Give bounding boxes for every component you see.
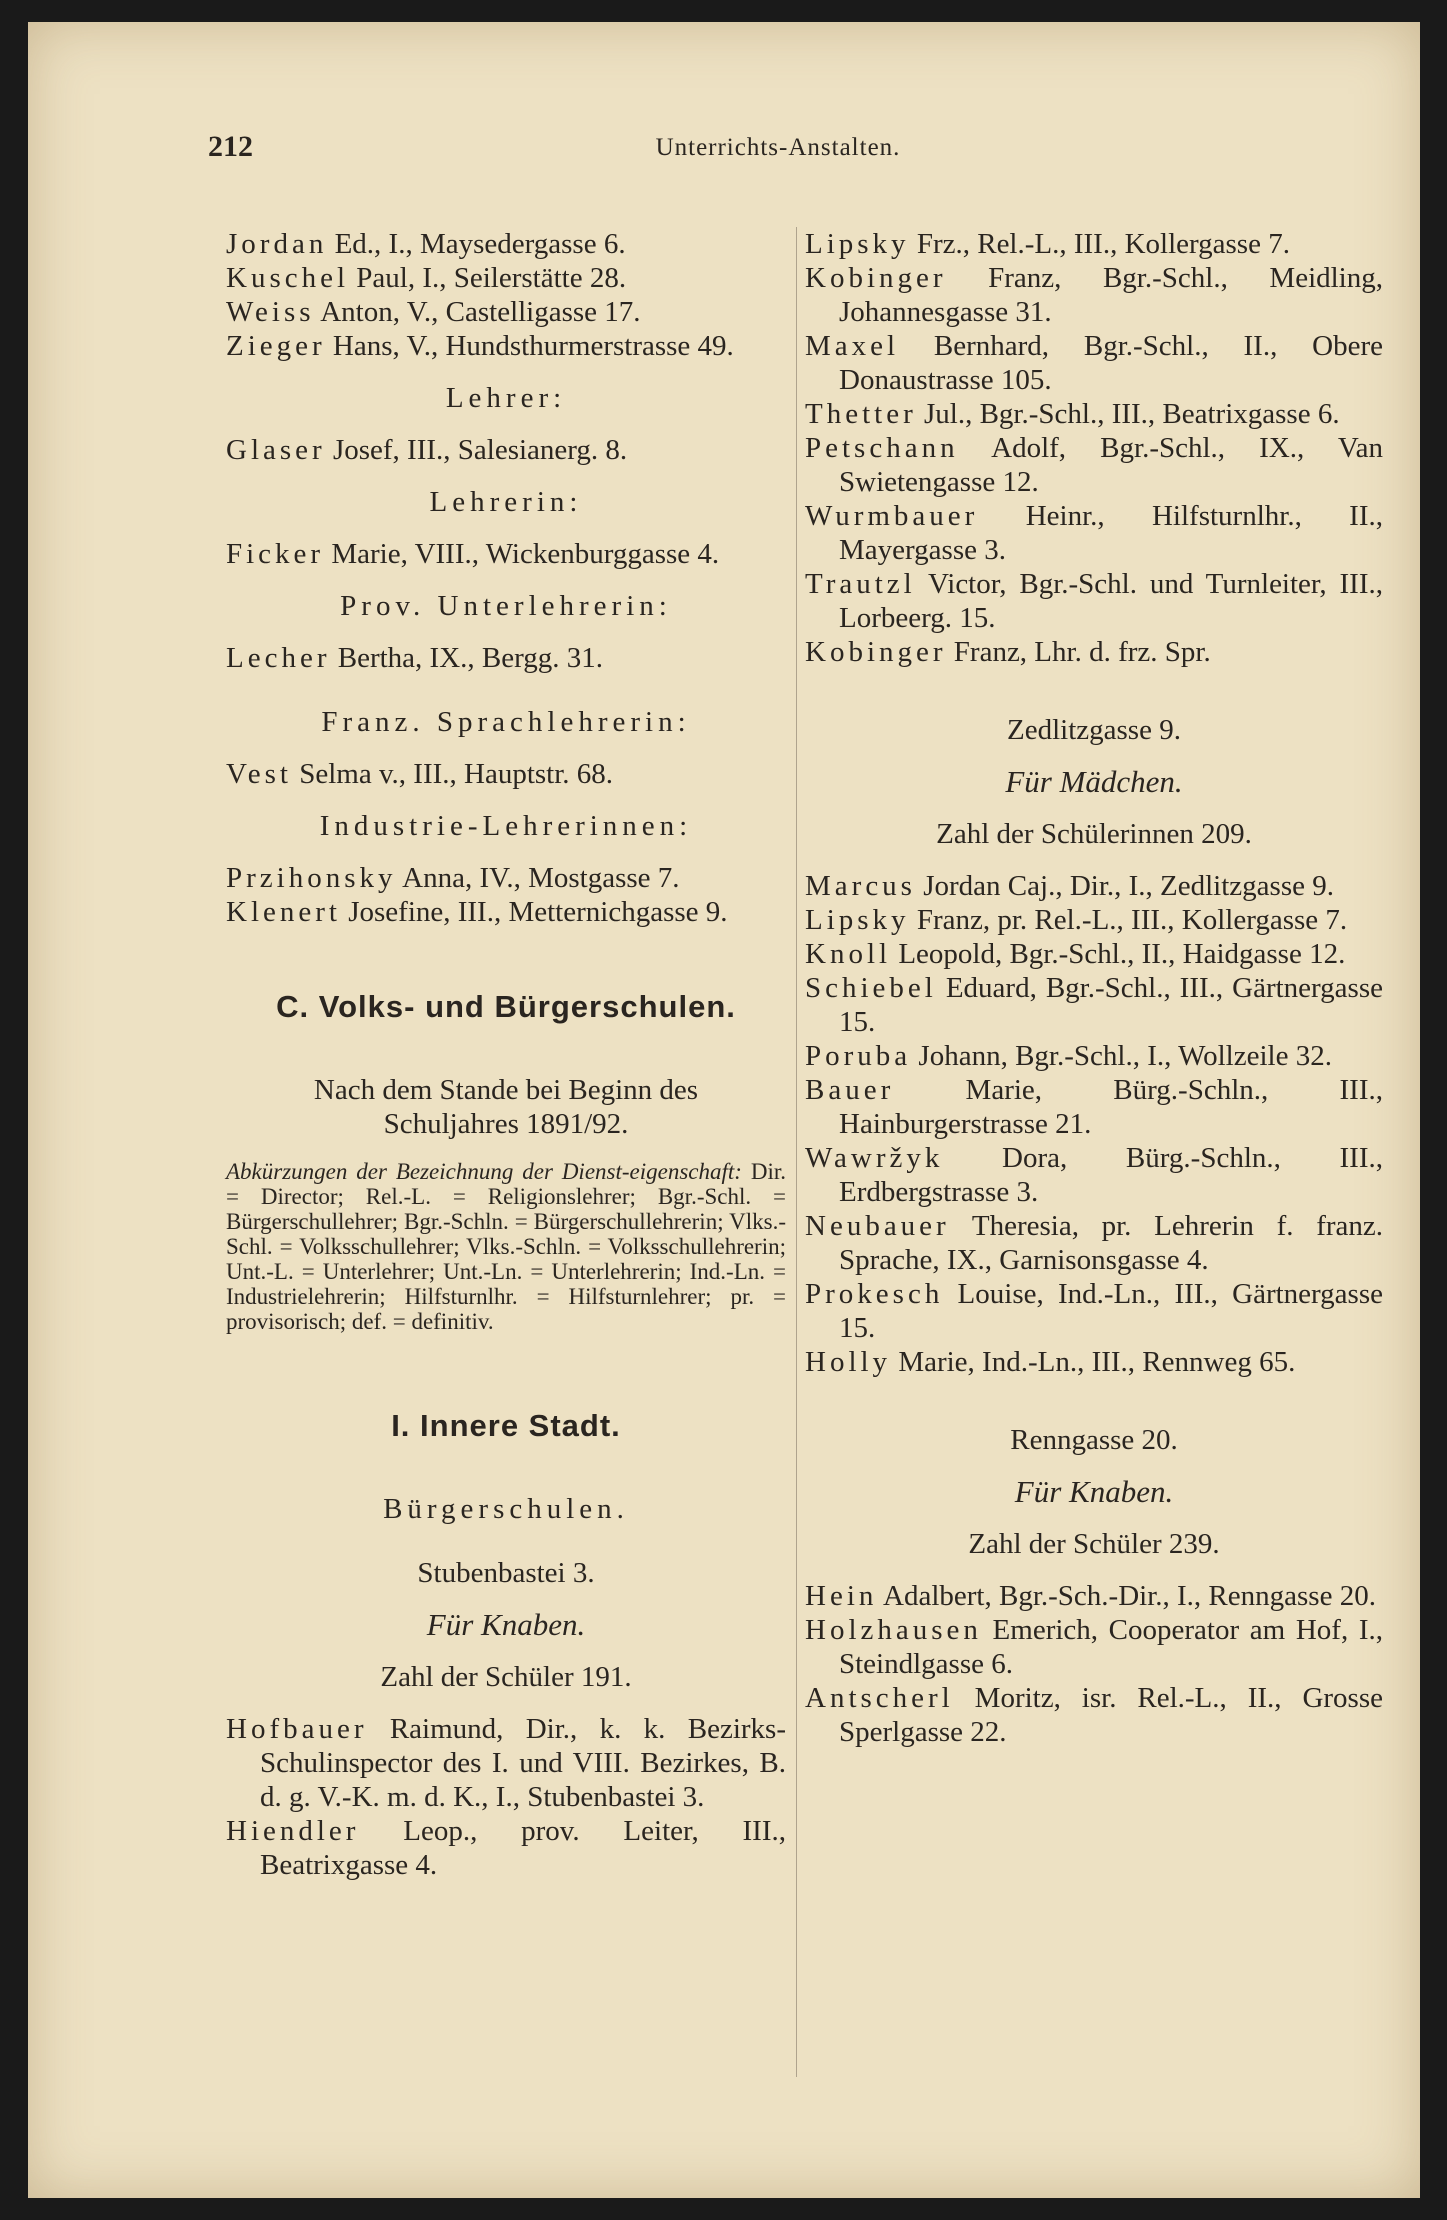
entry-text: Hans, V., Hundsthurmerstrasse 49. [325, 330, 734, 362]
school-type: Für Mädchen. [1005, 764, 1183, 799]
entry-name: Thetter [805, 398, 917, 430]
entry [805, 1039, 1383, 1073]
right-column [805, 227, 1383, 1749]
entry-text: Moritz, isr. Rel.-L., II., Grosse Sperlgasse 22. [839, 1682, 1383, 1748]
entry-text: Marie, Ind.-Ln., III., Rennweg 65. [891, 1346, 1296, 1378]
entry-name: Jordan [226, 228, 328, 260]
entry-text: Bertha, IX., Bergg. 31. [330, 642, 603, 674]
entry [805, 971, 1383, 1039]
entry [805, 1579, 1383, 1613]
entry-name: Ficker [226, 538, 325, 570]
entry [805, 431, 1383, 499]
subheading-buergerschulen: Bürgerschulen. [383, 1493, 629, 1525]
entry [805, 261, 1383, 329]
entry-name: Lipsky [805, 228, 910, 260]
entry-name: Kobinger [805, 636, 947, 668]
entry-text: Franz, pr. Rel.-L., III., Kollergasse 7. [909, 904, 1348, 936]
entry-text: Johann, Bgr.-Schl., I., Wollzeile 32. [911, 1040, 1332, 1072]
pupil-count: Zahl der Schüler 191. [380, 1661, 632, 1693]
entry-text: Louise, Ind.-Ln., III., Gärtnergasse 15. [839, 1278, 1383, 1344]
entry [226, 861, 786, 895]
subheading-lehrer: Lehrer: [445, 382, 567, 414]
entry-name: Lipsky [805, 904, 910, 936]
entry-text: Franz, Bgr.-Schl., Meidling, Johannesgasse 31. [839, 262, 1383, 328]
entry-text: Anton, V., Castelligasse 17. [314, 296, 641, 328]
entry [226, 295, 786, 329]
entry-name: Weiss [226, 296, 315, 328]
school-address: Renngasse 20. [1010, 1424, 1178, 1456]
entry-text: Josef, III., Salesianerg. 8. [325, 434, 628, 466]
entry [805, 937, 1383, 971]
entry [805, 869, 1383, 903]
entry [805, 567, 1383, 635]
entry-name: Wawržyk [805, 1142, 944, 1174]
entry [805, 635, 1383, 669]
entry-text: Josefine, III., Metternichgasse 9. [340, 896, 728, 928]
entry-text: Jul., Bgr.-Schl., III., Beatrixgasse 6. [916, 398, 1340, 430]
page-header [208, 130, 1348, 170]
entry-text: Selma v., III., Hauptstr. 68. [291, 758, 614, 790]
entry-name: Kuschel [226, 262, 350, 294]
entry-text: Leop., prov. Leiter, III., Beatrixgasse 4. [260, 1815, 786, 1881]
entry [226, 227, 786, 261]
abbreviations-note [226, 1159, 786, 1334]
entry-name: Hiendler [226, 1815, 360, 1847]
subheading-franz-sprachlehrerin: Franz. Sprachlehrerin: [321, 706, 691, 738]
entry-text: Frz., Rel.-L., III., Kollergasse 7. [909, 228, 1290, 260]
entry-name: Klenert [226, 896, 341, 928]
running-head: Unterrichts-Anstalten. [655, 134, 901, 161]
section-title-innere-stadt: I. Innere Stadt. [391, 1408, 621, 1443]
entry-name: Bauer [805, 1074, 895, 1106]
entry-name: Petschann [805, 432, 959, 464]
entry [805, 1681, 1383, 1749]
entry-text: Emerich, Cooperator am Hof, I., Steindlgasse 6. [839, 1614, 1383, 1680]
entry-text: Eduard, Bgr.-Schl., III., Gärtnergasse 15. [839, 972, 1383, 1038]
entry-text: Paul, I., Seilerstätte 28. [349, 262, 627, 294]
entry [226, 757, 786, 791]
entry-name: Zieger [226, 330, 326, 362]
entry [226, 1712, 786, 1814]
entry [805, 1209, 1383, 1277]
entry-text: Franz, Lhr. d. frz. Spr. [946, 636, 1211, 668]
entry-name: Holzhausen [805, 1614, 982, 1646]
entry-text: Adalbert, Bgr.-Sch.-Dir., I., Renngasse 20. [877, 1580, 1376, 1612]
pupil-count: Zahl der Schülerinnen 209. [936, 818, 1252, 850]
entry-name: Poruba [805, 1040, 912, 1072]
entry-name: Schiebel [805, 972, 937, 1004]
entry-text: Victor, Bgr.-Schl. und Turnleiter, III., Lorbeerg. 15. [839, 568, 1383, 634]
entry-text: Dora, Bürg.-Schln., III., Erdbergstrasse 3. [839, 1142, 1383, 1208]
entry-name: Knoll [805, 938, 892, 970]
entry-name: Neubauer [805, 1210, 950, 1242]
entry-name: Hein [805, 1580, 878, 1612]
entry [805, 1345, 1383, 1379]
entry [226, 433, 786, 467]
column-divider [796, 227, 797, 2077]
entry [805, 1613, 1383, 1681]
entry [805, 329, 1383, 397]
entry [805, 1141, 1383, 1209]
stand-line: Schuljahres 1891/92. [383, 1108, 629, 1140]
entry-text: Leopold, Bgr.-Schl., II., Haidgasse 12. [891, 938, 1346, 970]
entry-text: Heinr., Hilfsturnlhr., II., Mayergasse 3. [839, 500, 1383, 566]
stand-line: Nach dem Stande bei Beginn des [313, 1074, 699, 1106]
entry [226, 329, 786, 363]
entry [805, 1277, 1383, 1345]
entry [805, 903, 1383, 937]
entry-name: Przihonsky [226, 862, 397, 894]
entry-name: Glaser [226, 434, 326, 466]
entry [226, 537, 786, 571]
subheading-industrie-lehrerinnen: Industrie-Lehrerinnen: [319, 810, 693, 842]
entry-name: Trautzl [805, 568, 916, 600]
entry [226, 895, 786, 929]
entry-text: Marie, VIII., Wickenburggasse 4. [324, 538, 720, 570]
subheading-prov-unterlehrerin: Prov. Unterlehrerin: [340, 590, 672, 622]
abbreviations-text: Dir. = Director; Rel.-L. = Religionslehrer; Bgr.-Schl. = Bürgerschullehrer; Bgr.-Schln. = Bürgerschullehrerin; Vlks.-Schl. = Volksschullehrer; Vlks.-Schln. = Volksschullehrerin; Unt.-L. = Unterlehrer; Unt.-Ln. = Unterlehrerin; Ind.-Ln. = Industrielehrerin; Hilfsturnlhr. = Hilfsturnlehrer; pr. = provisorisch; def. = definitiv. [226, 1159, 786, 1334]
entry-name: Antscherl [805, 1682, 954, 1714]
school-address: Zedlitzgasse 9. [1007, 714, 1181, 746]
entry-name: Hofbauer [226, 1713, 368, 1745]
section-title-volks-buergerschulen: C. Volks- und Bürgerschulen. [276, 989, 736, 1024]
entry [226, 261, 786, 295]
entry [805, 1073, 1383, 1141]
book-page [28, 22, 1420, 2198]
entry-name: Kobinger [805, 262, 947, 294]
entry [805, 227, 1383, 261]
entry-text: Raimund, Dir., k. k. Bezirks-Schulinspector des I. und VIII. Bezirkes, B. d. g. V.-K. m. d. K., I., Stubenbastei 3. [260, 1713, 786, 1813]
pupil-count: Zahl der Schüler 239. [968, 1528, 1220, 1560]
entry-text: Anna, IV., Mostgasse 7. [396, 862, 680, 894]
page-number: 212 [208, 130, 253, 163]
abbreviations-intro: Abkürzungen der Bezeichnung der Dienst-eigenschaft: [226, 1159, 742, 1184]
school-type: Für Knaben. [1014, 1474, 1174, 1509]
left-column [226, 227, 786, 1882]
entry-name: Maxel [805, 330, 900, 362]
entry-text: Marie, Bürg.-Schln., III., Hainburgerstrasse 21. [839, 1074, 1383, 1140]
entry-name: Marcus [805, 870, 916, 902]
school-type: Für Knaben. [426, 1607, 586, 1642]
entry-name: Vest [226, 758, 292, 790]
entry [805, 397, 1383, 431]
entry-name: Holly [805, 1346, 892, 1378]
entry [226, 641, 786, 675]
entry [226, 1814, 786, 1882]
entry-text: Bernhard, Bgr.-Schl., II., Obere Donaustrasse 105. [839, 330, 1383, 396]
entry-name: Lecher [226, 642, 331, 674]
entry [805, 499, 1383, 567]
entry-text: Adolf, Bgr.-Schl., IX., Van Swietengasse 12. [839, 432, 1383, 498]
subheading-lehrerin: Lehrerin: [429, 486, 583, 518]
entry-text: Ed., I., Maysedergasse 6. [327, 228, 626, 260]
entry-name: Prokesch [805, 1278, 944, 1310]
entry-name: Wurmbauer [805, 500, 979, 532]
entry-text: Theresia, pr. Lehrerin f. franz. Sprache, IX., Garnisonsgasse 4. [839, 1210, 1383, 1276]
entry-text: Jordan Caj., Dir., I., Zedlitzgasse 9. [915, 870, 1334, 902]
school-address: Stubenbastei 3. [417, 1557, 595, 1589]
